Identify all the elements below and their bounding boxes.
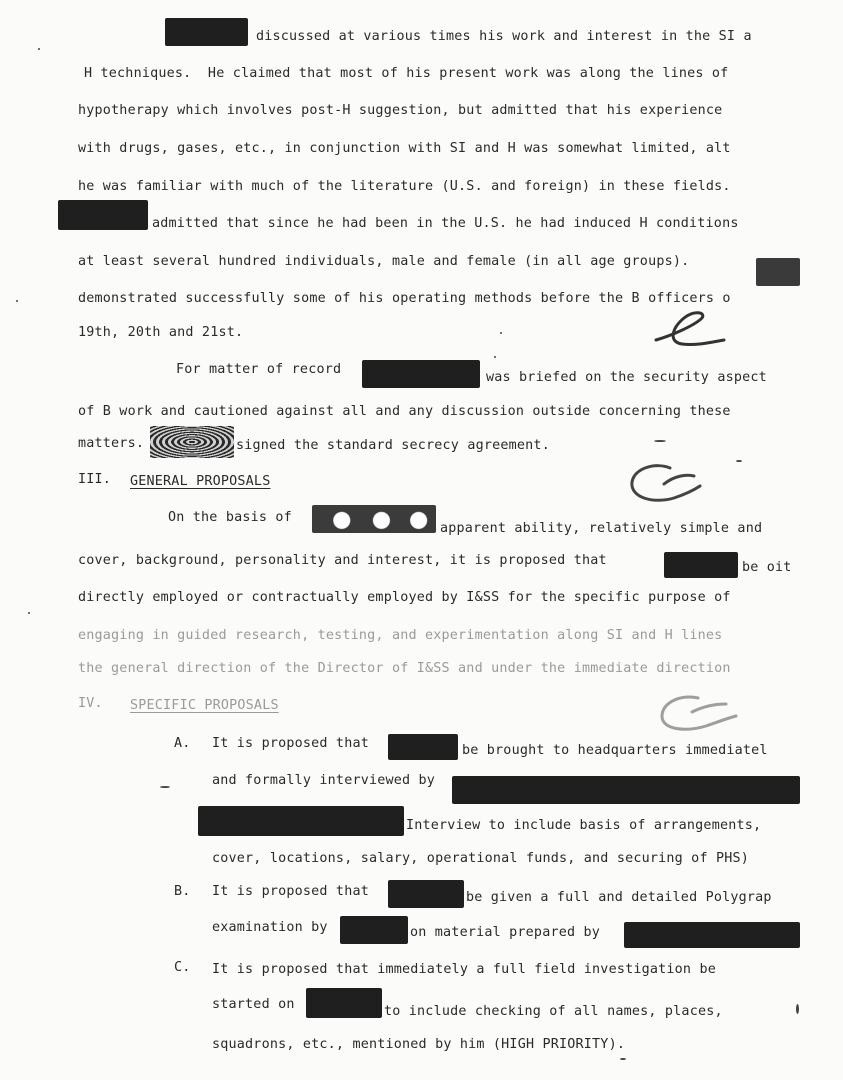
item-label: B. bbox=[174, 884, 191, 899]
body-line: cover, background, personality and interest, it is proposed that bbox=[78, 553, 607, 568]
section-heading: GENERAL PROPOSALS bbox=[130, 474, 271, 489]
item-label: A. bbox=[174, 736, 191, 751]
handwritten-check-mark bbox=[656, 690, 746, 738]
body-line: It is proposed that bbox=[212, 736, 369, 751]
body-line: signed the standard secrecy agreement. bbox=[236, 438, 550, 453]
redaction-bar bbox=[306, 988, 382, 1018]
redaction-bar bbox=[756, 258, 800, 286]
section-number: III. bbox=[78, 472, 112, 487]
body-line: of B work and cautioned against all and any discussion outside concerning these bbox=[78, 404, 731, 419]
body-line: started on bbox=[212, 997, 295, 1012]
body-line: be brought to headquarters immediatel bbox=[462, 743, 768, 758]
body-line: squadrons, etc., mentioned by him (HIGH PRIORITY). bbox=[212, 1037, 626, 1052]
body-line: to include checking of all names, places, bbox=[384, 1004, 723, 1019]
body-line: apparent ability, relatively simple and bbox=[440, 521, 763, 536]
body-line: directly employed or contractually employed by I&SS for the specific purpose of bbox=[78, 590, 731, 605]
body-line: It is proposed that bbox=[212, 884, 369, 899]
body-line: discussed at various times his work and interest in the SI a bbox=[256, 29, 752, 44]
body-line: was briefed on the security aspect bbox=[486, 370, 767, 385]
scan-speck bbox=[796, 1004, 799, 1014]
redaction-bar bbox=[312, 505, 436, 533]
scan-speck bbox=[654, 440, 666, 442]
body-line: at least several hundred individuals, male and female (in all age groups). bbox=[78, 254, 690, 269]
body-line: on material prepared by bbox=[410, 925, 601, 940]
redaction-bar bbox=[388, 734, 458, 760]
body-line: and formally interviewed by bbox=[212, 773, 436, 788]
body-line: 19th, 20th and 21st. bbox=[78, 325, 244, 340]
redaction-bar bbox=[388, 880, 464, 908]
scan-speck bbox=[500, 332, 502, 334]
body-line: examination by bbox=[212, 920, 328, 935]
redaction-bar bbox=[624, 922, 800, 948]
scan-speck bbox=[736, 460, 742, 462]
scan-speck bbox=[160, 786, 170, 788]
body-line: For matter of record bbox=[176, 362, 342, 377]
redaction-bar bbox=[362, 360, 480, 388]
redaction-bar bbox=[165, 18, 248, 46]
scan-speck bbox=[28, 612, 30, 614]
body-line: with drugs, gases, etc., in conjunction with SI and H was somewhat limited, alt bbox=[78, 141, 731, 156]
redaction-bar bbox=[198, 806, 404, 836]
redaction-bar bbox=[150, 426, 234, 458]
body-line: he was familiar with much of the literature (U.S. and foreign) in these fields. bbox=[78, 179, 731, 194]
body-line: be oit bbox=[742, 560, 792, 575]
body-line: admitted that since he had been in the U.S. he had induced H conditions bbox=[152, 216, 739, 231]
body-line: hypotherapy which involves post-H suggestion, but admitted that his experience bbox=[78, 103, 723, 118]
scan-speck bbox=[494, 356, 496, 358]
body-line: On the basis of bbox=[168, 510, 292, 525]
body-line: demonstrated successfully some of his operating methods before the B officers o bbox=[78, 291, 731, 306]
body-line: the general direction of the Director of I&SS and under the immediate direction bbox=[78, 661, 731, 676]
scan-speck bbox=[38, 48, 40, 50]
section-number: IV. bbox=[78, 696, 103, 711]
redaction-bar bbox=[58, 200, 148, 230]
section-heading: SPECIFIC PROPOSALS bbox=[130, 698, 279, 713]
body-line: H techniques. He claimed that most of his present work was along the lines of bbox=[84, 66, 729, 81]
item-label: C. bbox=[174, 960, 191, 975]
body-line: cover, locations, salary, operational funds, and securing of PHS) bbox=[212, 851, 750, 866]
scan-speck bbox=[16, 300, 18, 302]
handwritten-check-mark bbox=[650, 306, 730, 350]
redaction-bar bbox=[452, 776, 800, 804]
scan-speck bbox=[620, 1058, 626, 1060]
redaction-bar bbox=[664, 552, 738, 578]
body-line: engaging in guided research, testing, and experimentation along SI and H lines bbox=[78, 628, 723, 643]
body-line: Interview to include basis of arrangements, bbox=[406, 818, 762, 833]
body-line: matters. bbox=[78, 436, 145, 451]
redaction-bar bbox=[340, 916, 408, 944]
body-line: It is proposed that immediately a full field investigation be bbox=[212, 962, 716, 977]
handwritten-check-mark bbox=[624, 458, 714, 510]
body-line: be given a full and detailed Polygrap bbox=[466, 890, 772, 905]
